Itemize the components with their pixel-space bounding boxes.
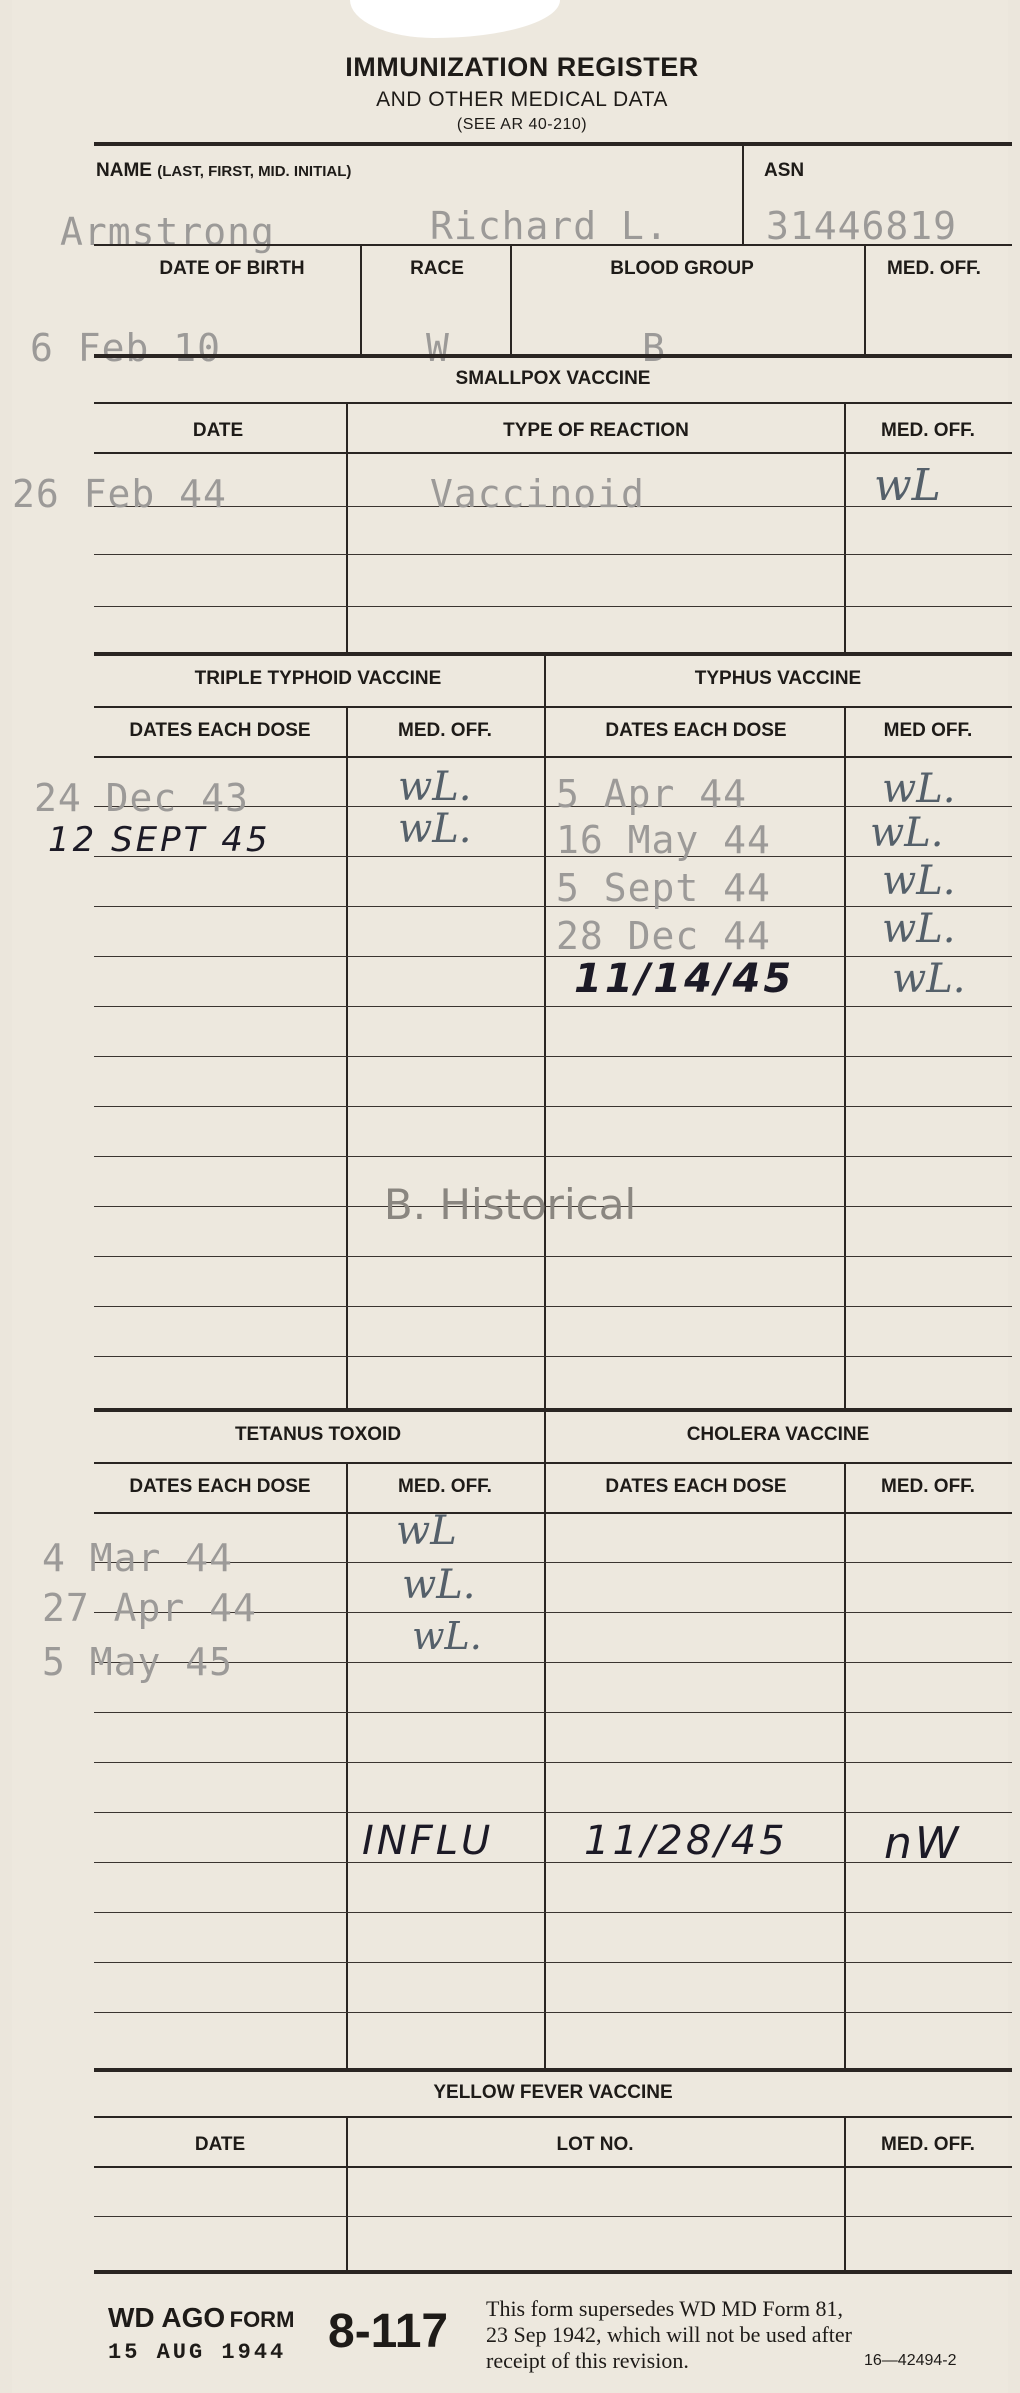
- footer-wd-ago: [108, 2302, 294, 2334]
- tetanus-med-off-1: wL: [396, 1508, 457, 1554]
- cholera-dates-label: DATES EACH DOSE: [605, 1476, 787, 1497]
- tetanus-med-off-label: MED. OFF.: [398, 1476, 492, 1497]
- blood-label: BLOOD GROUP: [610, 258, 754, 279]
- race-value: W: [426, 326, 450, 370]
- yellow-med-off-label: MED. OFF.: [881, 2134, 975, 2155]
- footer-note-2: 23 Sep 1942, which will not be used after: [486, 2322, 852, 2347]
- immunization-register-form: [12, 0, 1008, 2393]
- smallpox-date-label: DATE: [192, 420, 244, 441]
- tetanus-date-2: 27 Apr 44: [42, 1586, 257, 1630]
- tetanus-dates-label: DATES EACH DOSE: [129, 1476, 311, 1497]
- footer-note-3: receipt of this revision.: [486, 2348, 689, 2373]
- influ-date: 11/28/45: [584, 1818, 788, 1864]
- yellow-lot-label: LOT NO.: [556, 2134, 634, 2155]
- yellow-fever-title: YELLOW FEVER VACCINE: [433, 2082, 673, 2103]
- footer-wd-ago-text: WD AGO: [108, 2302, 226, 2333]
- asn-label: ASN: [764, 160, 805, 181]
- smallpox-title: SMALLPOX VACCINE: [455, 368, 651, 389]
- form-regulation: (SEE AR 40-210): [456, 116, 588, 133]
- influ-label: INFLU: [362, 1818, 494, 1864]
- typhus-dates-label: DATES EACH DOSE: [605, 720, 787, 741]
- footer-note-1: This form supersedes WD MD Form 81,: [486, 2296, 844, 2321]
- footer-code: 16—42494-2: [864, 2352, 957, 2369]
- torn-corner: [350, 0, 560, 38]
- form-subtitle: AND OTHER MEDICAL DATA: [376, 88, 668, 111]
- smallpox-med-off-label: MED. OFF.: [881, 420, 975, 441]
- typhus-date-2: 16 May 44: [556, 818, 771, 862]
- smallpox-med-off: wL: [874, 460, 941, 511]
- typhoid-title: TRIPLE TYPHOID VACCINE: [194, 668, 442, 689]
- typhus-med-off-3: wL.: [882, 858, 956, 904]
- tetanus-title: TETANUS TOXOID: [234, 1424, 402, 1445]
- typhus-med-off-2: wL.: [870, 810, 944, 856]
- smallpox-reaction: Vaccinoid: [430, 472, 645, 516]
- last-name: Armstrong: [60, 210, 275, 254]
- dob-med-off-label: MED. OFF.: [887, 258, 981, 279]
- typhoid-dates-label: DATES EACH DOSE: [129, 720, 311, 741]
- blood-value: B: [642, 326, 666, 370]
- typhoid-med-off-2: wL.: [398, 806, 472, 852]
- cholera-med-off-label: MED. OFF.: [881, 1476, 975, 1497]
- form-title: IMMUNIZATION REGISTER: [345, 52, 699, 82]
- dob-label: DATE OF BIRTH: [159, 258, 305, 279]
- typhus-title: TYPHUS VACCINE: [694, 668, 862, 689]
- watermark: B. Historical: [383, 1180, 637, 1229]
- tetanus-med-off-3: wL.: [412, 1614, 482, 1658]
- cholera-title: CHOLERA VACCINE: [686, 1424, 870, 1445]
- tetanus-date-3: 5 May 45: [42, 1640, 234, 1684]
- typhoid-date-1: 24 Dec 43: [34, 776, 249, 820]
- footer-form-number: 8-117: [328, 2305, 449, 2358]
- name-hint: (LAST, FIRST, MID. INITIAL): [157, 163, 352, 180]
- typhus-med-off-1: wL.: [882, 766, 956, 812]
- typhus-date-3: 5 Sept 44: [556, 866, 771, 910]
- tetanus-date-1: 4 Mar 44: [42, 1536, 234, 1580]
- name-label-text: NAME: [96, 160, 152, 181]
- tetanus-med-off-2: wL.: [402, 1562, 476, 1608]
- influ-med-off: nW: [884, 1818, 962, 1869]
- yellow-date-label: DATE: [194, 2134, 246, 2155]
- race-label: RACE: [410, 258, 464, 279]
- typhoid-date-2: 12 SEPT 45: [48, 820, 271, 860]
- smallpox-reaction-label: TYPE OF REACTION: [503, 420, 689, 441]
- typhus-date-1: 5 Apr 44: [556, 772, 748, 816]
- smallpox-date: 26 Feb 44: [12, 472, 227, 516]
- typhoid-med-off-label: MED. OFF.: [398, 720, 492, 741]
- footer-form-text: FORM: [229, 2307, 295, 2332]
- dob-value: 6 Feb 10: [30, 326, 222, 370]
- typhus-date-5: 11/14/45: [574, 956, 795, 1002]
- footer-form-date: 15 AUG 1944: [108, 2340, 287, 2365]
- typhus-med-off-5: wL.: [892, 956, 966, 1002]
- asn-value: 31446819: [766, 204, 958, 248]
- typhoid-med-off-1: wL.: [398, 764, 472, 810]
- name-label: [96, 160, 351, 182]
- typhus-med-off-4: wL.: [882, 906, 956, 952]
- typhus-med-off-label: MED OFF.: [883, 720, 973, 741]
- first-name: Richard L.: [430, 204, 669, 248]
- typhus-date-4: 28 Dec 44: [556, 914, 771, 958]
